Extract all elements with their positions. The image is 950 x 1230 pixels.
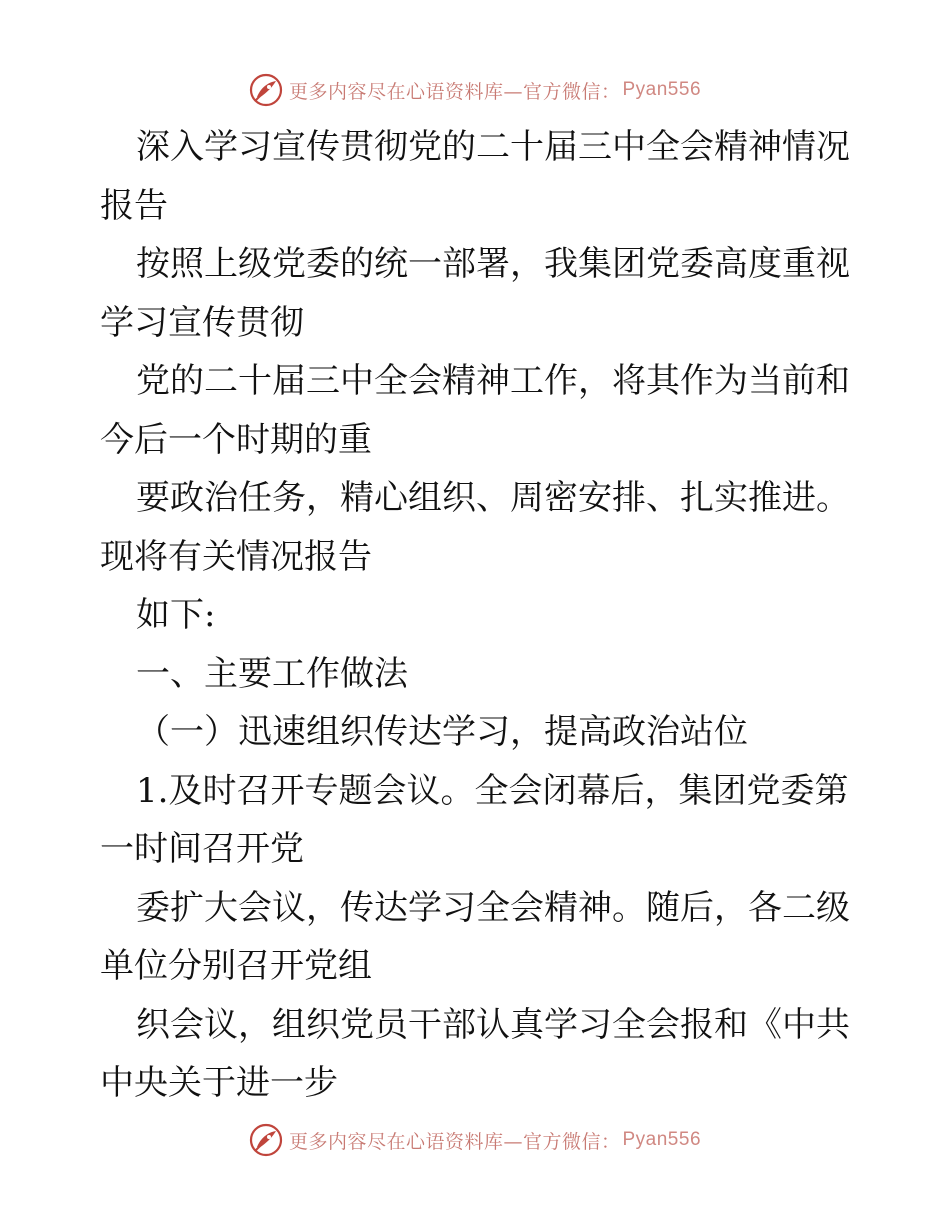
text-line: 如下: xyxy=(136,595,216,635)
text-line: 深入学习宣传贯彻党的二十届三中全会精神情况 xyxy=(136,127,850,167)
document-body xyxy=(100,118,860,1113)
text-line: 今后一个时期的重 xyxy=(100,419,372,460)
text-line: 报告 xyxy=(100,185,168,226)
watermark-wechat-id: Pyan556 xyxy=(622,79,702,100)
pen-nib-logo-icon xyxy=(249,1123,283,1157)
text-line: 1.及时召开专题会议。全会闭幕后，集团党委第 xyxy=(136,770,849,811)
text-line: 现将有关情况报告 xyxy=(100,536,372,577)
text-line: 单位分别召开党组 xyxy=(100,946,372,986)
text-line: 织会议，组织党员干部认真学习全会报和《中共 xyxy=(136,1004,850,1045)
text-line: （一）迅速组织传达学习，提高政治站位 xyxy=(136,712,748,752)
text-line: 一时间召开党 xyxy=(100,829,304,869)
watermark-text: 更多内容尽在心语资料库—官方微信： xyxy=(288,80,621,103)
text-line: 委扩大会议，传达学习全会精神。随后，各二级 xyxy=(136,887,850,928)
text-line: 党的二十届三中全会精神工作，将其作为当前和 xyxy=(136,361,850,401)
text-line: 学习宣传贯彻 xyxy=(100,302,304,343)
text-line: 一、主要工作做法 xyxy=(136,653,408,694)
text-line: 要政治任务，精心组织、周密安排、扎实推进。 xyxy=(136,478,850,518)
watermark-banner-top xyxy=(0,70,950,110)
watermark-wechat-id: Pyan556 xyxy=(622,1129,702,1150)
text-line: 按照上级党委的统一部署，我集团党委高度重视 xyxy=(136,244,850,284)
watermark-banner-bottom xyxy=(0,1120,950,1160)
watermark-text: 更多内容尽在心语资料库—官方微信： xyxy=(288,1130,621,1153)
text-line: 中央关于进一步 xyxy=(100,1063,338,1103)
pen-nib-logo-icon xyxy=(249,73,283,107)
